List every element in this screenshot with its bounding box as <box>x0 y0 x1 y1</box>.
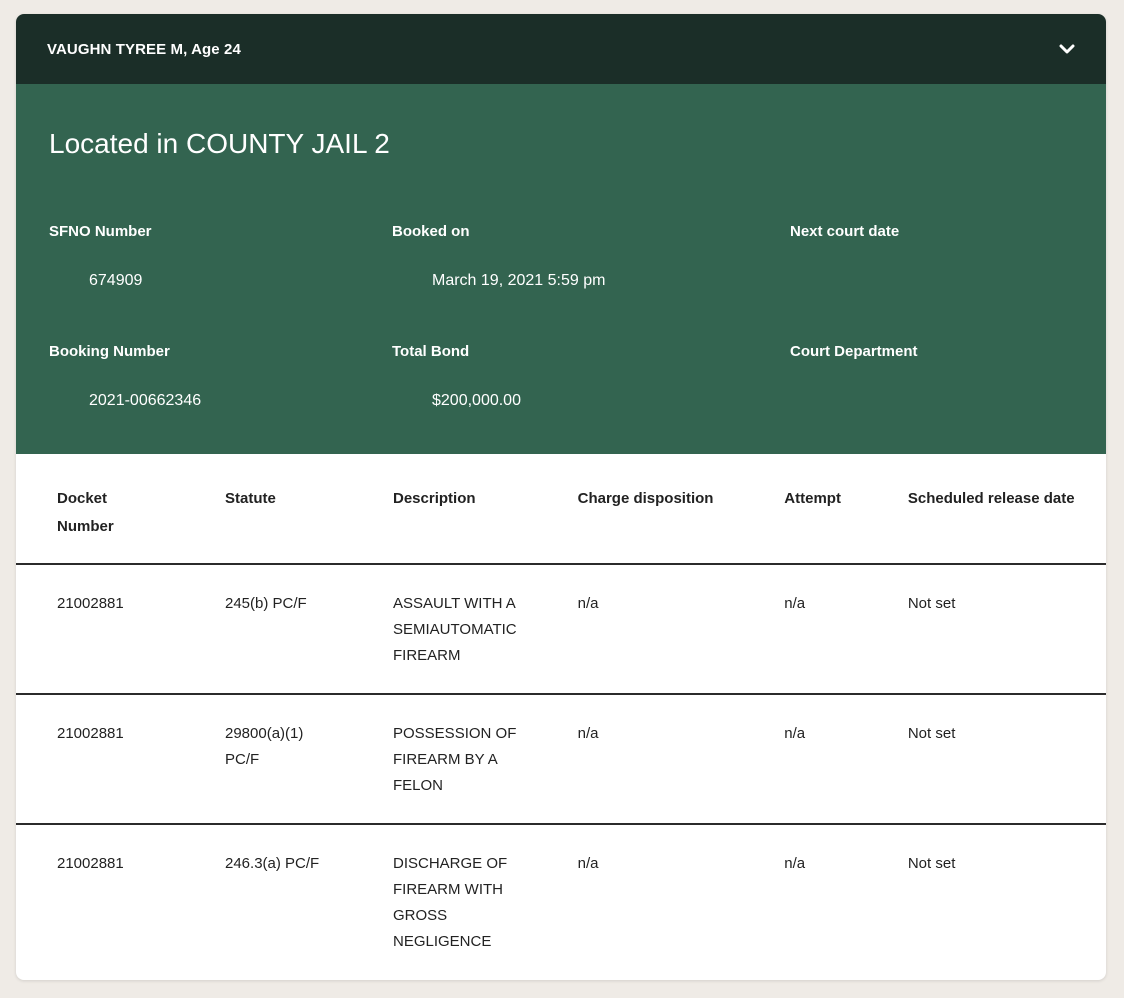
location-heading: Located in COUNTY JAIL 2 <box>49 128 390 159</box>
statute-cell: 246.3(a) PC/F <box>225 855 320 872</box>
table-row <box>16 564 1106 694</box>
description-cell: POSSESSION OF FIREARM BY A FELON <box>352 694 537 824</box>
attempt-cell: n/a <box>743 694 867 824</box>
column-header-statute: Statute <box>184 454 352 564</box>
column-header-docket: Docket Number <box>16 454 184 564</box>
column-header-release-date: Scheduled release date <box>867 454 1106 564</box>
inmate-name-age: VAUGHN TYREE M, Age 24 <box>47 40 241 58</box>
column-header-disposition: Charge disposition <box>537 454 744 564</box>
attempt-cell: n/a <box>784 855 806 872</box>
docket-number-cell: 21002881 <box>16 564 184 694</box>
charges-header-row <box>16 454 1106 564</box>
booked-on-label: Booked on <box>392 223 470 240</box>
card-header-toggle[interactable] <box>16 14 1106 84</box>
court-department-label: Court Department <box>790 343 918 360</box>
column-header-description: Description <box>352 454 537 564</box>
docket-number-cell: 21002881 <box>16 694 184 824</box>
total-bond-label: Total Bond <box>392 343 470 360</box>
statute-cell: 245(b) PC/F <box>184 564 352 694</box>
booking-number-label: Booking Number <box>49 343 170 360</box>
docket-number-cell: 21002881 <box>57 855 124 872</box>
booking-summary-panel <box>16 84 1106 454</box>
table-row <box>16 694 1106 824</box>
column-header-attempt: Attempt <box>743 454 867 564</box>
sfno-value: 674909 <box>89 272 143 289</box>
next-court-date-label: Next court date <box>790 223 900 240</box>
table-row <box>16 824 1106 955</box>
sfno-label: SFNO Number <box>49 223 152 240</box>
disposition-cell: n/a <box>577 855 599 872</box>
release-date-cell: Not set <box>867 694 1106 824</box>
attempt-cell: n/a <box>743 564 867 694</box>
booking-number-value: 2021-00662346 <box>89 392 202 409</box>
booked-on-value: March 19, 2021 5:59 pm <box>432 272 606 289</box>
total-bond-value: $200,000.00 <box>432 392 521 409</box>
description-cell: ASSAULT WITH A SEMIAUTOMATIC FIREARM <box>352 564 537 694</box>
chevron-down-icon[interactable] <box>1058 40 1076 58</box>
inmate-card <box>16 14 1106 980</box>
disposition-cell: n/a <box>537 564 744 694</box>
release-date-cell: Not set <box>907 855 956 872</box>
release-date-cell: Not set <box>867 564 1106 694</box>
description-cell: DISCHARGE OF FIREARM WITH GROSS NEGLIGENCE <box>393 855 508 950</box>
disposition-cell: n/a <box>537 694 744 824</box>
charges-table <box>16 454 1106 955</box>
statute-cell: 29800(a)(1) PC/F <box>184 694 352 824</box>
